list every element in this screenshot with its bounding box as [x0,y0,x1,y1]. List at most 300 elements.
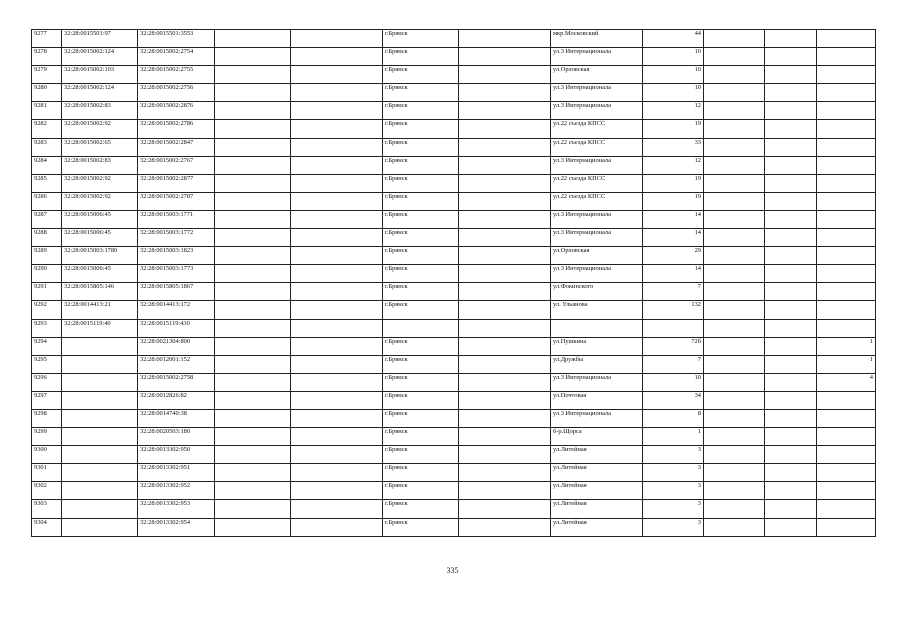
empty-cell [765,391,817,409]
count-cell: 4 [817,373,876,391]
empty-cell [291,391,383,409]
empty-cell [459,482,551,500]
house-number-cell: 3 [643,518,704,536]
house-number-cell: 19 [643,192,704,210]
city-cell: г.Брянск [383,446,459,464]
street-cell: ул.Почтовая [551,391,643,409]
empty-cell [704,138,765,156]
empty-cell [704,247,765,265]
row-number: 9299 [32,428,62,446]
cadastral-number-cell: 32:28:0015002:2786 [138,120,215,138]
empty-cell [459,138,551,156]
table-row [32,355,876,373]
count-cell [817,192,876,210]
row-number: 9290 [32,265,62,283]
house-number-cell: 3 [643,482,704,500]
count-cell [817,30,876,48]
empty-cell [459,518,551,536]
city-cell: г.Брянск [383,518,459,536]
empty-cell [459,174,551,192]
empty-cell [215,409,291,427]
empty-cell [704,482,765,500]
house-number-cell: 72б [643,337,704,355]
empty-cell [291,192,383,210]
city-cell: г.Брянск [383,464,459,482]
empty-cell [459,229,551,247]
count-cell [817,102,876,120]
empty-cell [765,102,817,120]
table-row [32,174,876,192]
street-cell: ул.3 Интернационала [551,102,643,120]
table-row [32,409,876,427]
count-cell [817,500,876,518]
empty-cell [291,156,383,174]
street-cell: ул.22 съезда КПСС [551,138,643,156]
cadastral-number-cell: 32:28:0015119:430 [138,319,215,337]
city-cell: г.Брянск [383,247,459,265]
cadastral-number-cell: 32:28:0015002:103 [62,66,138,84]
empty-cell [459,319,551,337]
street-cell: ул.3 Интернационала [551,229,643,247]
empty-cell [291,301,383,319]
cadastral-number-cell: 32:28:0012826:82 [138,391,215,409]
cadastral-number-cell: 32:28:0015006:45 [62,229,138,247]
empty-cell [704,66,765,84]
cadastral-number-cell: 32:28:0015003:1780 [62,247,138,265]
city-cell: г.Брянск [383,66,459,84]
street-cell: ул.3 Интернационала [551,210,643,228]
count-cell [817,301,876,319]
table-row [32,66,876,84]
cadastral-number-cell: 32:28:0014740:38 [138,409,215,427]
cadastral-number-cell: 32:28:0015002:2755 [138,66,215,84]
street-cell: ул.22 съезда КПСС [551,174,643,192]
cadastral-number-cell: 32:28:0015003:1771 [138,210,215,228]
cadastral-number-cell: 32:28:0015501:97 [62,30,138,48]
city-cell: г.Брянск [383,355,459,373]
cadastral-number-cell: 32:28:0015119:40 [62,319,138,337]
row-number: 9291 [32,283,62,301]
row-number: 9277 [32,30,62,48]
house-number-cell: 14 [643,210,704,228]
city-cell [383,319,459,337]
empty-cell [215,283,291,301]
city-cell: г.Брянск [383,373,459,391]
street-cell: ул.3 Интернационала [551,84,643,102]
row-number: 9293 [32,319,62,337]
empty-cell [459,409,551,427]
row-number: 9300 [32,446,62,464]
row-number: 9297 [32,391,62,409]
city-cell: г.Брянск [383,102,459,120]
row-number: 9294 [32,337,62,355]
empty-cell [765,373,817,391]
cadastral-number-cell: 32:28:0015002:124 [62,84,138,102]
table-row [32,229,876,247]
empty-cell [765,337,817,355]
empty-cell [459,120,551,138]
cadastral-number-cell [62,391,138,409]
count-cell [817,283,876,301]
empty-cell [704,174,765,192]
row-number: 9284 [32,156,62,174]
city-cell: г.Брянск [383,391,459,409]
street-cell: ул.Литейная [551,518,643,536]
empty-cell [459,247,551,265]
count-cell [817,482,876,500]
empty-cell [215,138,291,156]
empty-cell [291,30,383,48]
street-cell: ул.Дружбы [551,355,643,373]
house-number-cell [643,319,704,337]
empty-cell [765,409,817,427]
count-cell [817,409,876,427]
table-row [32,102,876,120]
house-number-cell: 44 [643,30,704,48]
city-cell: г.Брянск [383,210,459,228]
city-cell: г.Брянск [383,409,459,427]
row-number: 9285 [32,174,62,192]
empty-cell [704,500,765,518]
empty-cell [215,446,291,464]
empty-cell [459,48,551,66]
empty-cell [291,319,383,337]
cadastral-number-cell: 32:28:0015006:45 [62,210,138,228]
row-number: 9282 [32,120,62,138]
street-cell [551,319,643,337]
cadastral-number-cell: 32:28:0015002:2787 [138,192,215,210]
house-number-cell: 19 [643,174,704,192]
cadastral-number-cell [62,337,138,355]
empty-cell [215,464,291,482]
city-cell: г.Брянск [383,482,459,500]
empty-cell [459,464,551,482]
empty-cell [704,30,765,48]
row-number: 9298 [32,409,62,427]
count-cell: 1 [817,337,876,355]
table-row [32,518,876,536]
house-number-cell: 12 [643,102,704,120]
row-number: 9288 [32,229,62,247]
city-cell: г.Брянск [383,174,459,192]
cadastral-number-cell: 32:28:0015805:1867 [138,283,215,301]
empty-cell [704,337,765,355]
street-cell: ул.3 Интернационала [551,48,643,66]
count-cell [817,391,876,409]
table-row [32,428,876,446]
cadastral-number-cell: 32:28:0015002:83 [62,102,138,120]
street-cell: ул.Литейная [551,500,643,518]
empty-cell [291,482,383,500]
cadastral-number-cell [62,409,138,427]
empty-cell [765,518,817,536]
empty-cell [704,229,765,247]
table-row [32,500,876,518]
house-number-cell: 1 [643,428,704,446]
empty-cell [215,373,291,391]
city-cell: г.Брянск [383,283,459,301]
empty-cell [459,355,551,373]
empty-cell [704,210,765,228]
table-row [32,265,876,283]
table-body [32,30,876,537]
street-cell: ул.3 Интернационала [551,156,643,174]
count-cell [817,229,876,247]
empty-cell [459,428,551,446]
row-number: 9281 [32,102,62,120]
empty-cell [704,283,765,301]
empty-cell [765,301,817,319]
empty-cell [765,30,817,48]
table-row [32,84,876,102]
empty-cell [215,229,291,247]
cadastral-number-cell [62,464,138,482]
row-number: 9304 [32,518,62,536]
empty-cell [765,319,817,337]
empty-cell [765,500,817,518]
page-number: 335 [446,566,459,575]
row-number: 9279 [32,66,62,84]
street-cell: ул. Ульянова [551,301,643,319]
empty-cell [459,156,551,174]
cadastral-number-cell [62,446,138,464]
empty-cell [291,446,383,464]
count-cell [817,428,876,446]
count-cell [817,174,876,192]
cadastral-number-cell: 32:28:0015002:2876 [138,102,215,120]
count-cell [817,247,876,265]
empty-cell [291,500,383,518]
cadastral-number-cell: 32:28:0013302:951 [138,464,215,482]
register-table [31,29,876,537]
empty-cell [215,428,291,446]
empty-cell [291,355,383,373]
empty-cell [215,500,291,518]
city-cell: г.Брянск [383,120,459,138]
cadastral-number-cell: 32:28:0012001:152 [138,355,215,373]
row-number: 9301 [32,464,62,482]
cadastral-number-cell: 32:28:0015501:3553 [138,30,215,48]
empty-cell [765,283,817,301]
empty-cell [291,283,383,301]
count-cell [817,48,876,66]
empty-cell [291,84,383,102]
cadastral-number-cell: 32:28:0021304:800 [138,337,215,355]
empty-cell [459,30,551,48]
empty-cell [215,192,291,210]
cadastral-number-cell: 32:28:0015002:92 [62,120,138,138]
house-number-cell: 33 [643,138,704,156]
empty-cell [291,120,383,138]
table-row [32,301,876,319]
empty-cell [765,210,817,228]
house-number-cell: 3 [643,464,704,482]
count-cell [817,265,876,283]
empty-cell [704,301,765,319]
empty-cell [459,301,551,319]
cadastral-number-cell [62,500,138,518]
cadastral-number-cell: 32:28:0015002:65 [62,138,138,156]
house-number-cell: 10 [643,48,704,66]
cadastral-number-cell: 32:28:0013302:953 [138,500,215,518]
table-row [32,138,876,156]
table-row [32,120,876,138]
empty-cell [291,464,383,482]
empty-cell [291,229,383,247]
empty-cell [291,48,383,66]
street-cell: ул.Пушкина [551,337,643,355]
table-row [32,373,876,391]
city-cell: г.Брянск [383,301,459,319]
cadastral-number-cell [62,355,138,373]
house-number-cell: 8 [643,409,704,427]
cadastral-number-cell [62,518,138,536]
cadastral-number-cell: 32:28:0015003:1772 [138,229,215,247]
empty-cell [215,30,291,48]
empty-cell [765,174,817,192]
table-row [32,156,876,174]
empty-cell [765,156,817,174]
empty-cell [291,428,383,446]
house-number-cell: 34 [643,391,704,409]
row-number: 9278 [32,48,62,66]
count-cell [817,156,876,174]
table-row [32,283,876,301]
empty-cell [215,84,291,102]
city-cell: г.Брянск [383,48,459,66]
table-row [32,210,876,228]
city-cell: г.Брянск [383,337,459,355]
city-cell: г.Брянск [383,265,459,283]
cadastral-number-cell [62,373,138,391]
table-row [32,391,876,409]
city-cell: г.Брянск [383,30,459,48]
empty-cell [215,120,291,138]
empty-cell [215,265,291,283]
count-cell [817,210,876,228]
empty-cell [459,192,551,210]
count-cell [817,66,876,84]
empty-cell [765,66,817,84]
cadastral-number-cell: 32:28:0013302:954 [138,518,215,536]
cadastral-number-cell: 32:28:0015002:92 [62,192,138,210]
count-cell [817,319,876,337]
empty-cell [765,428,817,446]
cadastral-number-cell: 32:28:0015002:2767 [138,156,215,174]
empty-cell [704,446,765,464]
cadastral-number-cell: 32:28:0014413:21 [62,301,138,319]
table-row [32,247,876,265]
empty-cell [215,301,291,319]
empty-cell [704,464,765,482]
empty-cell [215,482,291,500]
count-cell [817,138,876,156]
empty-cell [215,391,291,409]
house-number-cell: 14 [643,265,704,283]
empty-cell [291,409,383,427]
cadastral-number-cell: 32:28:0015805:146 [62,283,138,301]
empty-cell [704,102,765,120]
empty-cell [704,409,765,427]
empty-cell [215,174,291,192]
house-number-cell: 7 [643,283,704,301]
cadastral-number-cell: 32:28:0013302:952 [138,482,215,500]
empty-cell [291,66,383,84]
row-number: 9296 [32,373,62,391]
empty-cell [459,283,551,301]
empty-cell [765,355,817,373]
count-cell [817,518,876,536]
empty-cell [459,337,551,355]
row-number: 9303 [32,500,62,518]
empty-cell [291,138,383,156]
empty-cell [291,265,383,283]
empty-cell [704,391,765,409]
street-cell: ул.22 съезда КПСС [551,192,643,210]
empty-cell [291,210,383,228]
cadastral-number-cell: 32:28:0015003:1773 [138,265,215,283]
house-number-cell: 14 [643,229,704,247]
empty-cell [704,428,765,446]
cadastral-number-cell: 32:28:0015002:2847 [138,138,215,156]
row-number: 9286 [32,192,62,210]
empty-cell [765,265,817,283]
street-cell: ул.3 Интернационала [551,265,643,283]
empty-cell [704,373,765,391]
count-cell [817,120,876,138]
cadastral-number-cell [62,482,138,500]
empty-cell [215,102,291,120]
house-number-cell: 132 [643,301,704,319]
empty-cell [459,446,551,464]
city-cell: г.Брянск [383,84,459,102]
house-number-cell: 19 [643,120,704,138]
street-cell: ул.22 съезда КПСС [551,120,643,138]
house-number-cell: 10 [643,66,704,84]
house-number-cell: 3 [643,500,704,518]
empty-cell [215,355,291,373]
row-number: 9295 [32,355,62,373]
row-number: 9289 [32,247,62,265]
empty-cell [704,48,765,66]
empty-cell [765,120,817,138]
empty-cell [459,66,551,84]
city-cell: г.Брянск [383,500,459,518]
table-row [32,337,876,355]
cadastral-number-cell: 32:28:0015002:92 [62,174,138,192]
empty-cell [215,156,291,174]
house-number-cell: 3 [643,446,704,464]
house-number-cell: 10 [643,373,704,391]
house-number-cell: 10 [643,84,704,102]
empty-cell [215,518,291,536]
empty-cell [215,210,291,228]
cadastral-number-cell: 32:28:0015002:2756 [138,84,215,102]
empty-cell [704,355,765,373]
empty-cell [459,84,551,102]
cadastral-number-cell: 32:28:0020503:180 [138,428,215,446]
street-cell: ул.Литейная [551,464,643,482]
table-row [32,319,876,337]
empty-cell [291,518,383,536]
city-cell: г.Брянск [383,229,459,247]
empty-cell [215,319,291,337]
row-number: 9287 [32,210,62,228]
cadastral-number-cell: 32:28:0015002:2877 [138,174,215,192]
empty-cell [704,319,765,337]
empty-cell [765,446,817,464]
empty-cell [704,192,765,210]
